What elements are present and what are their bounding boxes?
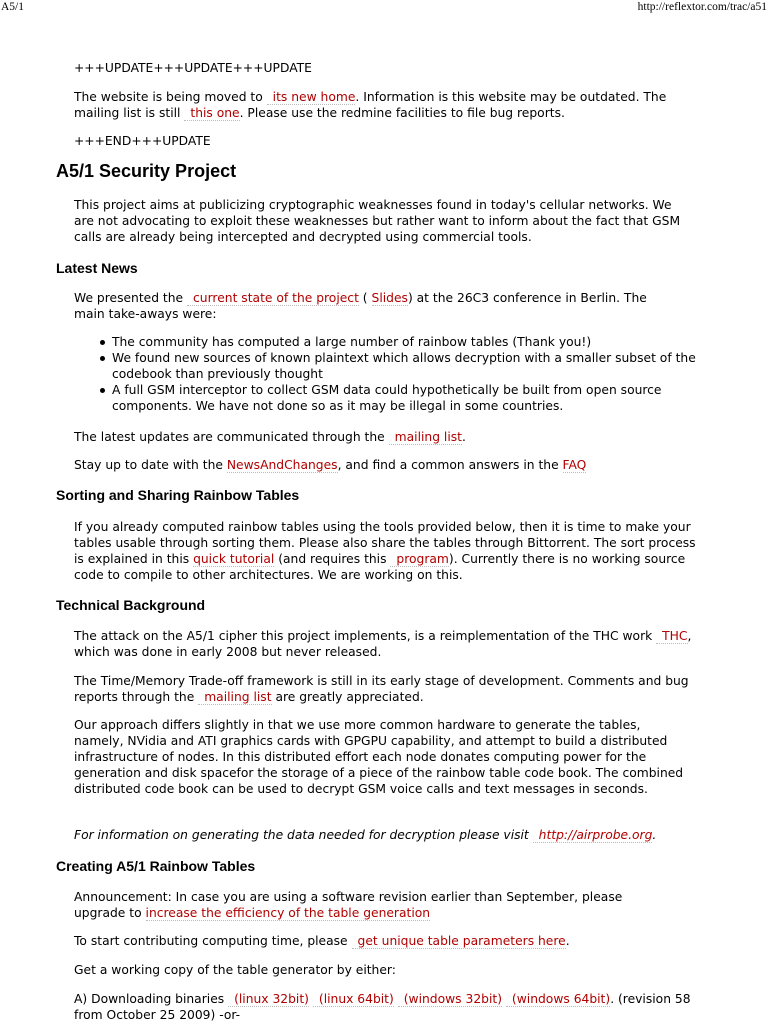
list-item: We found new sources of known plaintext which allows decryption with a smaller subset of the codebook than previously thought [74,350,718,382]
approach-paragraph: Our approach differs slightly in that we use more common hardware to generate the tables, namely, NVidia and ATI graphics cards with GPGPU capability, and attempt to build a distributed infrastructure of nodes. In this distributed effort each node donates computing power for the generation and disk spacefor the storage of a piece of the rainbow table code book. The combined distributed code book can be used to decrypt GSM voice calls and text messages in seconds. [74,718,684,796]
stay-up-to-date-paragraph: Stay up to date with the NewsAndChanges, and find a common answers in the FAQ [74,458,587,472]
airprobe-link[interactable]: http://airprobe.org [533,828,653,843]
latest-news-heading: Latest News [56,260,138,276]
program-link[interactable]: program [390,552,449,567]
new-home-link[interactable]: its new home [267,90,356,105]
current-state-link[interactable]: current state of the project [187,291,359,306]
print-title: A5/1 [1,1,24,13]
updates-paragraph: The latest updates are communicated through the mailing list. [74,430,466,444]
sorting-heading: Sorting and Sharing Rainbow Tables [56,487,300,503]
windows-32bit-link[interactable]: (windows 32bit) [398,992,502,1007]
quick-tutorial-link[interactable]: quick tutorial [193,552,275,566]
update-banner-end: +++END+++UPDATE [74,134,211,148]
update-notice: The website is being moved to its new home. Information is this website may be outdated. The mailing list is still this one. Please use the redmine facilities to file bug reports. [74,90,667,120]
tmto-paragraph: The Time/Memory Trade-off framework is still in its early stage of development. Comments and bug reports through the mailing list are greatly appreciated. [74,674,689,704]
table-efficiency-link[interactable]: increase the efficiency of the table generation [145,906,431,920]
windows-64bit-link[interactable]: (windows 64bit) [506,992,610,1007]
update-banner-start: +++UPDATE+++UPDATE+++UPDATE [74,61,312,75]
technical-background-heading: Technical Background [56,597,206,613]
page-title: A5/1 Security Project [56,161,237,181]
tmto-mailing-list-link[interactable]: mailing list [198,690,271,705]
download-binaries-paragraph: A) Downloading binaries (linux 32bit) (linux 64bit) (windows 32bit) (windows 64bit). (revision 58 from October 25 2009) -or- [74,992,691,1022]
slides-link[interactable]: Slides [371,291,408,305]
list-item: The community has computed a large number of rainbow tables (Thank you!) [74,334,718,350]
print-header [0,0,768,14]
faq-link[interactable]: FAQ [562,458,587,472]
airprobe-paragraph: For information on generating the data needed for decryption please visit http://airprobe.org. [74,828,657,842]
linux-64bit-link[interactable]: (linux 64bit) [313,992,394,1007]
news-and-changes-link[interactable]: NewsAndChanges [226,458,338,472]
announcement-paragraph: Announcement: In case you are using a software revision earlier than September, please upgrade to increase the efficiency of the table generation [74,890,623,920]
intro-paragraph: This project aims at publicizing cryptographic weaknesses found in today's cellular networks. We are not advocating to exploit these weaknesses but rather want to inform about the fact that GSM calls are already being intercepted and decrypted using commercial tools. [74,198,681,244]
sorting-paragraph: If you already computed rainbow tables using the tools provided below, then it is time to make your tables usable through sorting them. Please also share the tables through Bittorrent. The sort process is explained in this quick tutorial (and requires this program). Currently there is no working source code to compile to other architectures. We are working on this. [74,520,696,582]
thc-link[interactable]: THC [656,629,687,644]
linux-32bit-link[interactable]: (linux 32bit) [228,992,309,1007]
takeaways-list [74,334,718,414]
mailing-list-this-one-link[interactable]: this one [184,106,239,121]
contribute-paragraph: To start contributing computing time, please get unique table parameters here. [74,934,570,948]
mailing-list-link[interactable]: mailing list [389,430,462,445]
list-item: A full GSM interceptor to collect GSM data could hypothetically be built from open source components. We have not done so as it may be illegal in some countries. [74,382,718,414]
working-copy-paragraph: Get a working copy of the table generator by either: [74,963,396,977]
attack-paragraph: The attack on the A5/1 cipher this project implements, is a reimplementation of the THC work THC, which was done in early 2008 but never released. [74,629,692,659]
creating-tables-heading: Creating A5/1 Rainbow Tables [56,858,256,874]
table-parameters-link[interactable]: get unique table parameters here [352,934,566,949]
print-url: http://reflextor.com/trac/a51 [637,1,767,13]
presented-paragraph: We presented the current state of the project ( Slides) at the 26C3 conference in Berlin. The main take-aways were: [74,291,647,321]
